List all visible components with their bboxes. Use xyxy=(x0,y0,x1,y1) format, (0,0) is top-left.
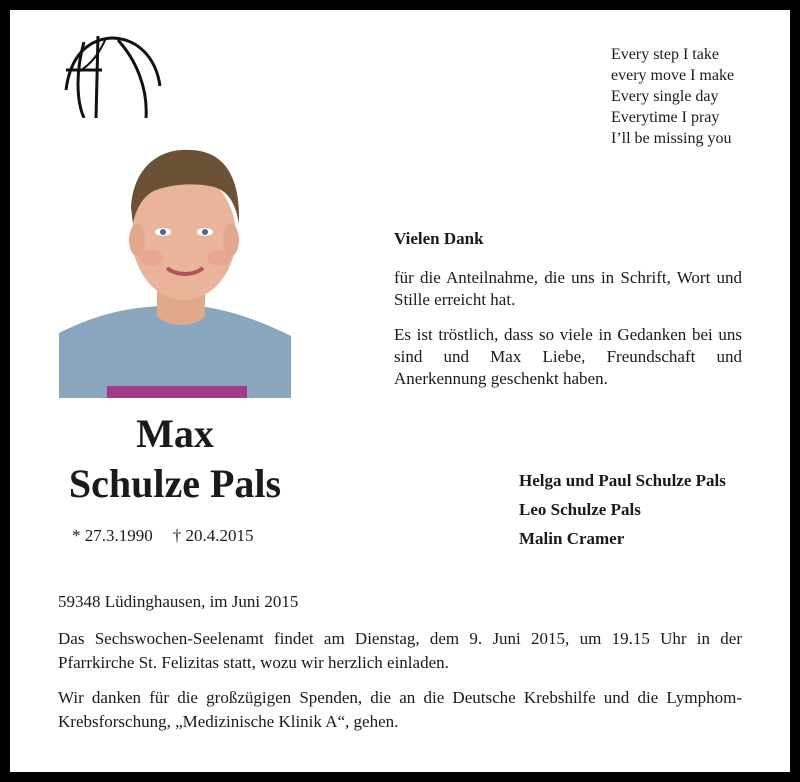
birth-date: * 27.3.1990 xyxy=(72,526,153,545)
life-dates xyxy=(72,526,254,546)
poem-line: every move I make xyxy=(611,67,735,84)
poem xyxy=(611,44,734,149)
family-signatures xyxy=(519,466,726,553)
donations-note: Wir danken für die großzügigen Spenden, die an die Deutsche Krebshilfe und die Lymphom-Krebsforschung, „Medizinische Klinik A“, gehen. xyxy=(58,688,742,731)
family-member: Leo Schulze Pals xyxy=(519,500,641,519)
mass-announcement: Das Sechswochen-Seelenamt findet am Dienstag, dem 9. Juni 2015, um 19.15 Uhr in der Pfarrkirche St. Felizitas statt, wozu wir herzlich einladen. xyxy=(58,629,742,672)
portrait-photo xyxy=(59,128,291,398)
poem-line: Every single day xyxy=(611,88,719,105)
family-member: Helga und Paul Schulze Pals xyxy=(519,471,726,490)
poem-line: Every step I take xyxy=(611,46,719,63)
obituary-notice xyxy=(10,10,790,772)
thanks-paragraph: für die Anteilnahme, die uns in Schrift, Wort und Stille erreicht hat. xyxy=(394,268,742,309)
thanks-section xyxy=(394,228,742,403)
family-member: Malin Cramer xyxy=(519,529,625,548)
first-name: Max xyxy=(136,411,214,456)
thanks-heading: Vielen Dank xyxy=(394,229,484,248)
place-date: 59348 Lüdinghausen, im Juni 2015 xyxy=(58,592,299,611)
last-name: Schulze Pals xyxy=(68,461,282,506)
poem-line: Everytime I pray xyxy=(611,109,720,126)
death-date: † 20.4.2015 xyxy=(172,526,254,545)
thanks-paragraph: Es ist tröstlich, dass so viele in Gedanken bei uns sind und Max Liebe, Freundschaft und Anerkennung geschenkt haben. xyxy=(394,325,742,388)
poem-line: I’ll be missing you xyxy=(611,130,732,147)
footer-notes xyxy=(58,590,742,745)
basketball-cross-icon xyxy=(56,30,162,118)
